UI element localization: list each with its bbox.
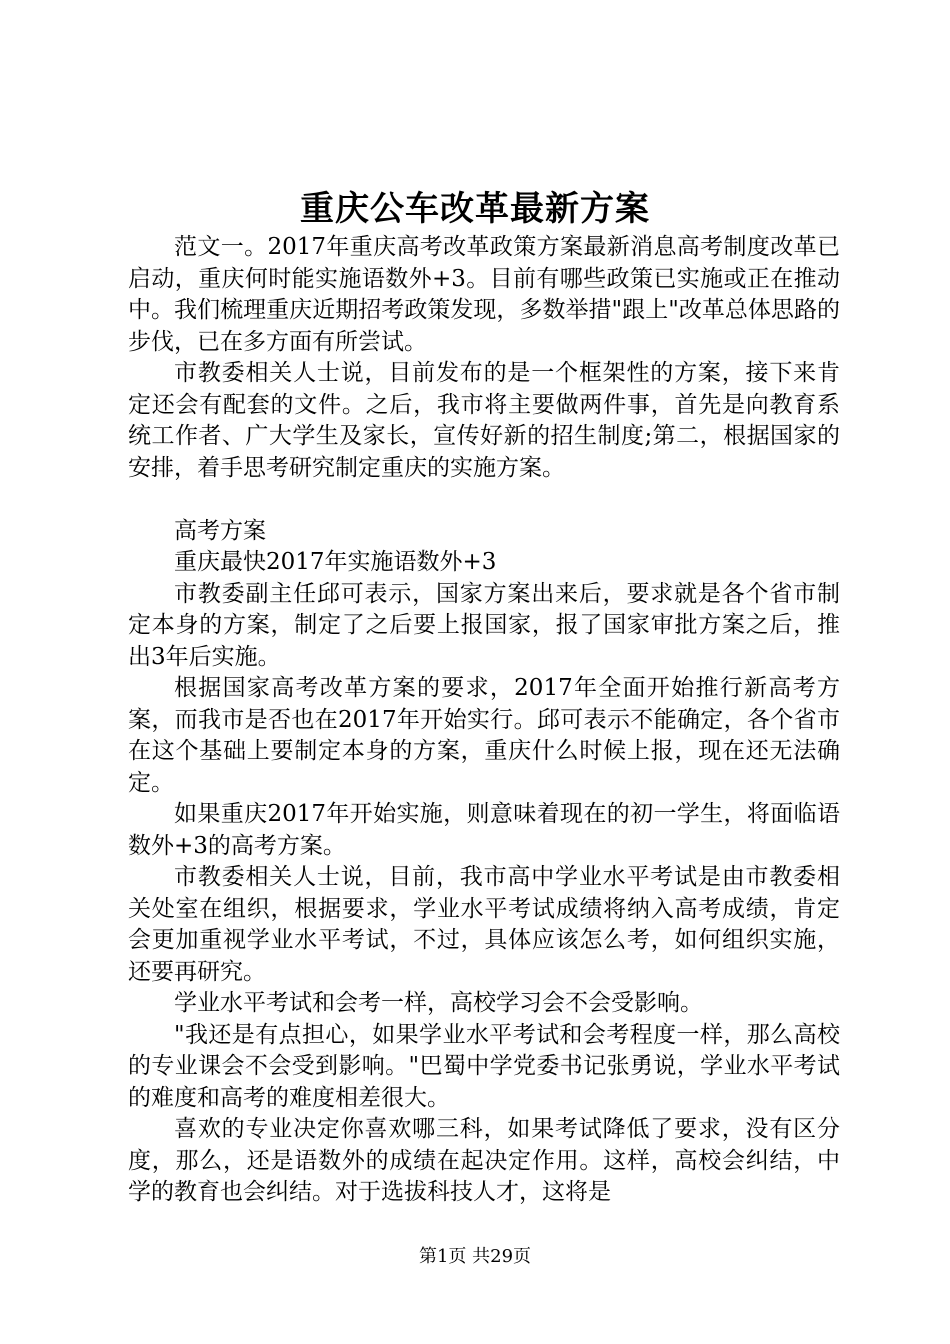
paragraph: 范文一。2017年重庆高考改革政策方案最新消息高考制度改革已启动，重庆何时能实施语数外+3。目前有哪些政策已实施或正在推动中。我们梳理重庆近期招考政策发现，多数举措"跟上"改革总体思路的步伐，已在多方面有所尝试。 (128, 234, 840, 355)
document-title: 重庆公车改革最新方案 (300, 189, 650, 229)
paragraph: 市教委副主任邱可表示，国家方案出来后，要求就是各个省市制定本身的方案，制定了之后要上报国家，报了国家审批方案之后，推出3年后实施。 (128, 580, 840, 670)
section-subheading: 重庆最快2017年实施语数外+3 (174, 549, 497, 575)
document-body (128, 232, 840, 1209)
paragraph: 喜欢的专业决定你喜欢哪三科，如果考试降低了要求，没有区分度，那么，还是语数外的成绩在起决定作用。这样，高校会纠结，中学的教育也会纠结。对于选拔科技人才，这将是 (128, 1116, 840, 1205)
paragraph: "我还是有点担心，如果学业水平考试和会考程度一样，那么高校的专业课会不会受到影响。"巴蜀中学党委书记张勇说，学业水平考试的难度和高考的难度相差很大。 (128, 1021, 840, 1111)
paragraph: 市教委相关人士说，目前发布的是一个框架性的方案，接下来肯定还会有配套的文件。之后，我市将主要做两件事，首先是向教育系统工作者、广大学生及家长，宣传好新的招生制度;第二，根据国家的安排，着手思考研究制定重庆的实施方案。 (128, 360, 840, 481)
section-heading: 高考方案 (174, 517, 266, 544)
paragraph: 市教委相关人士说，目前，我市高中学业水平考试是由市教委相关处室在组织，根据要求，学业水平考试成绩将纳入高考成绩，肯定会更加重视学业水平考试，不过，具体应该怎么考，如何组织实施，还要再研究。 (128, 864, 840, 985)
paragraph: 学业水平考试和会考一样，高校学习会不会受影响。 (174, 990, 703, 1016)
page-number-footer: 第1页 共29页 (418, 1246, 532, 1267)
paragraph: 如果重庆2017年开始实施，则意味着现在的初一学生，将面临语数外+3的高考方案。 (128, 801, 840, 859)
blank-line (128, 484, 840, 516)
paragraph: 根据国家高考改革方案的要求，2017年全面开始推行新高考方案，而我市是否也在2017年开始实行。邱可表示不能确定，各个省市在这个基础上要制定本身的方案，重庆什么时候上报，现在还无法确定。 (128, 675, 840, 796)
